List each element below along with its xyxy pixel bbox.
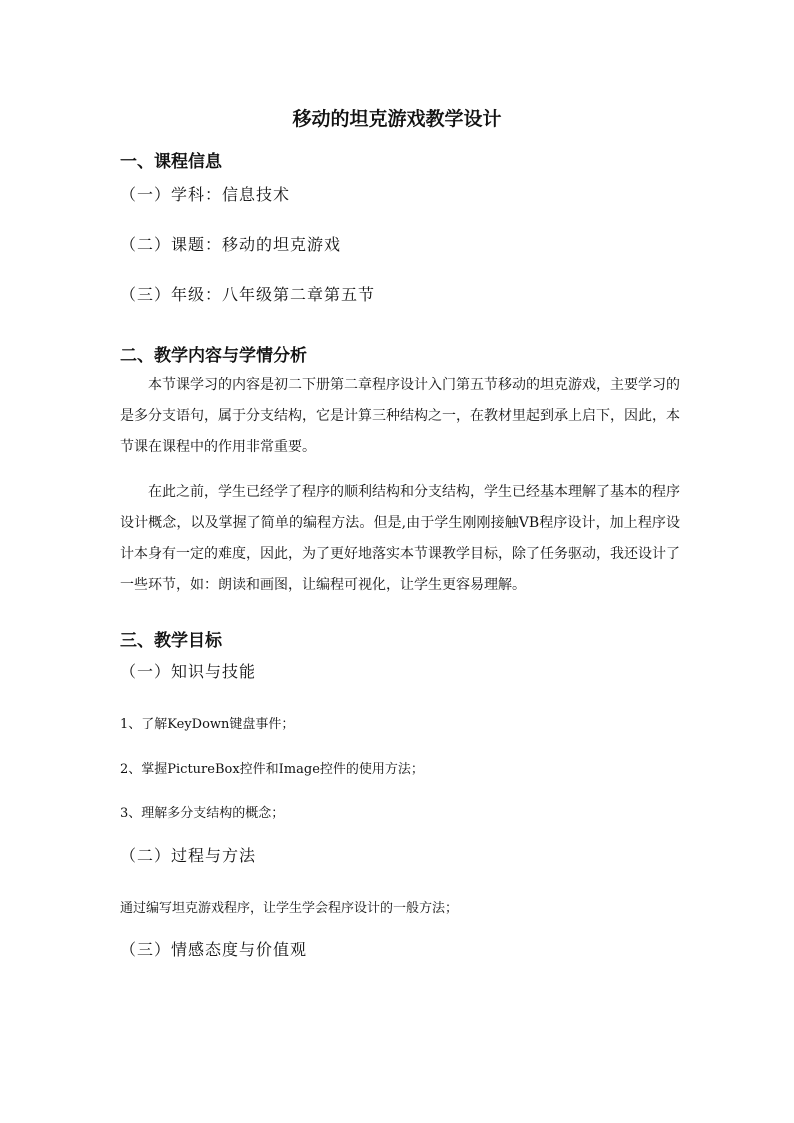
subsection-heading-process-methods: （二）过程与方法 — [120, 846, 257, 865]
analysis-paragraph-1: 本节课学习的内容是初二下册第二章程序设计入门第五节移动的坦克游戏，主要学习的是多分支语句，属于分支结构，它是计算三种结构之一，在教材里起到承上启下，因此，本节课在课程中的作用非常重要。 — [120, 377, 680, 455]
course-topic: （二）课题：移动的坦克游戏 — [120, 235, 342, 254]
analysis-paragraph-2: 在此之前，学生已经学了程序的顺利结构和分支结构，学生已经基本理解了基本的程序设计概念，以及掌握了简单的编程方法。但是,由于学生刚刚接触VB程序设计，加上程序设计本身有一定的难度，因此，为了更好地落实本节课教学目标，除了任务驱动，我还设计了一些环节，如：朗读和画图，让编程可视化，让学生更容易理解。 — [120, 484, 680, 593]
section-heading-teaching-goals: 三、教学目标 — [120, 631, 222, 651]
section-heading-content-analysis: 二、教学内容与学情分析 — [120, 346, 307, 366]
process-method-item: 通过编写坦克游戏程序，让学生学会程序设计的一般方法； — [120, 901, 459, 916]
course-subject: （一）学科：信息技术 — [120, 185, 291, 204]
subsection-heading-attitude-values: （三）情感态度与价值观 — [120, 940, 308, 959]
subsection-heading-knowledge-skills: （一）知识与技能 — [120, 662, 257, 681]
section-heading-course-info: 一、课程信息 — [120, 152, 222, 172]
document-title: 移动的坦克游戏教学设计 — [292, 108, 502, 130]
goal-item-2: 2、掌握PictureBox控件和Image控件的使用方法； — [120, 762, 424, 777]
course-grade: （三）年级：八年级第二章第五节 — [120, 285, 376, 304]
goal-item-3: 3、理解多分支结构的概念； — [120, 806, 285, 821]
goal-item-1: 1、了解KeyDown键盘事件； — [120, 717, 295, 732]
